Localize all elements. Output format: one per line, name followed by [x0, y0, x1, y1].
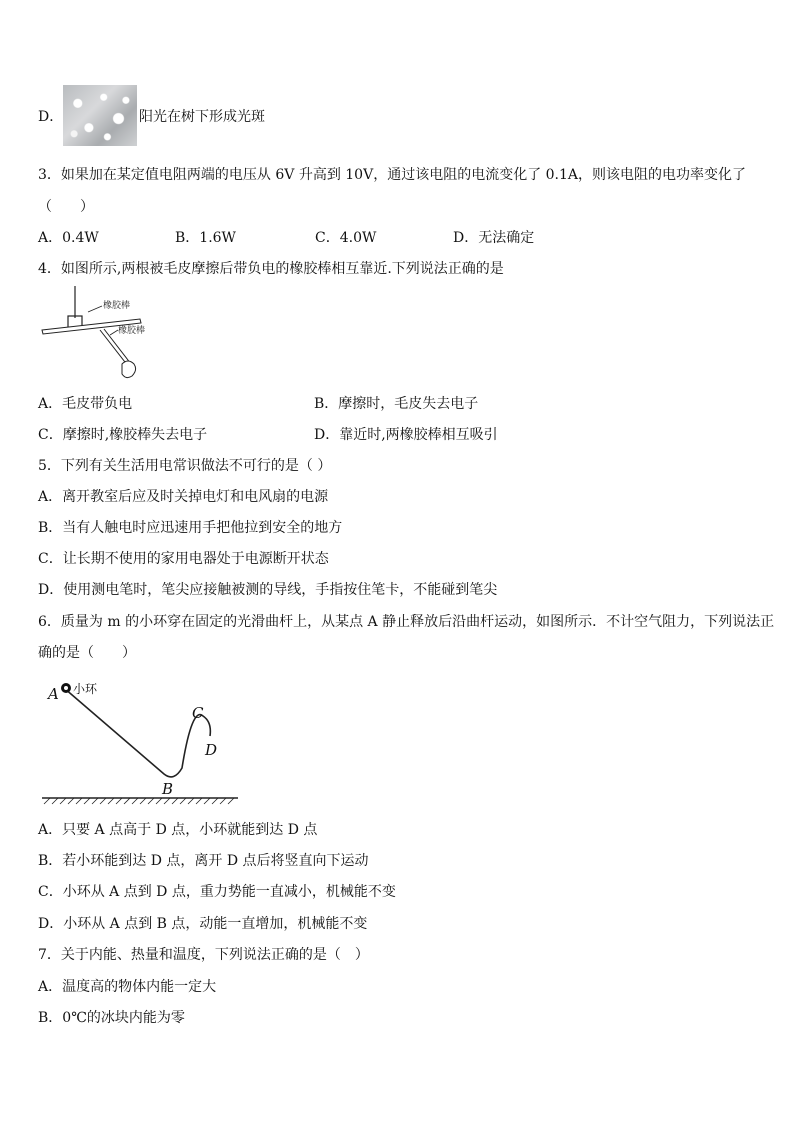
q5-option-b: B．当有人触电时应迅速用手把他拉到安全的地方 — [38, 520, 343, 536]
label-leader-top — [88, 306, 102, 312]
q2-option-d-label: D． — [38, 109, 64, 125]
q6-stem-line2: 确的是（ ） — [38, 645, 136, 661]
q7-option-a: A．温度高的物体内能一定大 — [38, 979, 217, 995]
q4-option-a: A．毛皮带负电 — [38, 396, 133, 412]
q3-stem-line2: （ ） — [38, 199, 94, 215]
point-a-label: A — [48, 685, 59, 703]
point-c-label: C — [192, 704, 204, 722]
q5-option-d: D．使用测电笔时，笔尖应接触被测的导线，手指按住笔卡，不能碰到笔尖 — [38, 582, 498, 598]
q5-option-c: C．让长期不使用的家用电器处于电源断开状态 — [38, 551, 329, 567]
q4-stem: 4．如图所示,两根被毛皮摩擦后带负电的橡胶棒相互靠近.下列说法正确的是 — [38, 261, 504, 277]
q3-option-d: D．无法确定 — [453, 230, 535, 246]
q6-option-b: B．若小环能到达 D 点，离开 D 点后将竖直向下运动 — [38, 853, 369, 869]
q3-option-b: B．1.6W — [175, 230, 236, 246]
point-d-label: D — [205, 741, 218, 759]
q4-option-b: B．摩擦时，毛皮失去电子 — [314, 396, 479, 412]
q6-option-c: C．小环从 A 点到 D 点，重力势能一直减小，机械能不变 — [38, 884, 396, 900]
sunlight-spots-photo — [63, 85, 137, 146]
q4-option-c: C．摩擦时,橡胶棒失去电子 — [38, 427, 208, 443]
q5-option-a: A．离开教室后应及时关掉电灯和电风扇的电源 — [38, 489, 329, 505]
ring-hole — [64, 686, 68, 690]
rubber-rods-figure — [40, 286, 160, 382]
q6-option-a: A．只要 A 点高于 D 点，小环就能到达 D 点 — [38, 822, 318, 838]
rod-label-top: 橡胶棒 — [103, 301, 131, 311]
curved-rod — [64, 688, 210, 777]
ground-hatching — [44, 798, 234, 804]
q4-option-d: D．靠近时,两橡胶棒相互吸引 — [314, 427, 498, 443]
ring-label: 小环 — [73, 682, 98, 696]
hand-icon — [122, 361, 136, 378]
q3-stem-line1: 3．如果加在某定值电阻两端的电压从 6V 升高到 10V，通过该电阻的电流变化了 0.1A，则该电阻的电功率变化了 — [38, 167, 747, 183]
q2-option-d-text: 阳光在树下形成光斑 — [139, 109, 265, 125]
rod-label-bottom: 橡胶棒 — [118, 326, 146, 336]
q6-stem-line1: 6．质量为 m 的小环穿在固定的光滑曲杆上，从某点 A 静止释放后沿曲杆运动，如图所示．不计空气阻力，下列说法正 — [38, 614, 775, 630]
q6-option-d: D．小环从 A 点到 B 点，动能一直增加，机械能不变 — [38, 916, 368, 932]
q7-stem: 7．关于内能、热量和温度，下列说法正确的是（ ） — [38, 947, 369, 963]
q3-option-a: A．0.4W — [38, 230, 99, 246]
q3-option-c: C．4.0W — [315, 230, 377, 246]
q5-stem: 5．下列有关生活用电常识做法不可行的是（ ） — [38, 458, 332, 474]
curved-rod-figure — [40, 676, 245, 806]
point-b-label: B — [162, 780, 174, 798]
label-leader-bottom — [110, 330, 118, 335]
q7-option-b: B．0℃的冰块内能为零 — [38, 1010, 185, 1026]
